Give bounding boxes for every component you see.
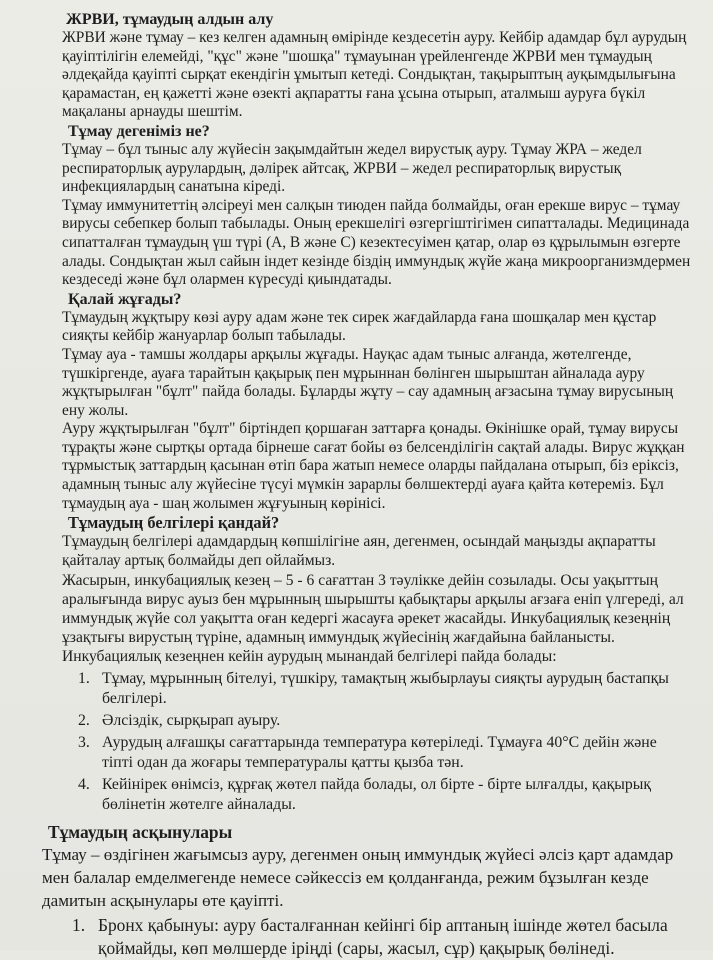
list-item	[78, 711, 691, 731]
section-heading-transmission: Қалай жұғады?	[68, 290, 182, 308]
list-number: 4.	[78, 775, 90, 793]
list-text: Бронх қабынуы: ауру басталғаннан кейінгі бір аптаның ішінде жөтел басыла қоймайды, көп мөлшерде іріңді (сары, жасыл, сұр) қақырық бөлінеді.	[98, 914, 668, 958]
list-item	[72, 914, 691, 960]
list-text: Әлсіздік, сырқырап ауыру.	[102, 711, 281, 729]
section-heading-what-is-flu: Тұмау дегеніміз не?	[68, 122, 210, 140]
paragraph: Тұмау иммунитеттің әлсіреуі мен салқын тиюден пайда болмайды, оған ерекше вирус – тұмау вирусы себепкер болып табылады. Оның ерекшелігі өзгергіштігімен сипатталады. Медицинада сипатталған тұмаудың үш түрі (А, В және С) кезектесуімен қатар, олар өз құрылымын өзгерте алады. Сондықтан жыл сайын індет кезінде біздің иммундық жүйе жаңа микроорганизмдермен кездеседі және бұл олармен күресуді қиындатады.	[62, 196, 691, 289]
list-number: 3.	[78, 733, 90, 751]
list-item	[78, 775, 691, 815]
list-text: Кейінірек өнімсіз, құрғақ жөтел пайда болады, ол бірте - бірте ылғалды, қақырық бөлінетін жөтелге айналады.	[102, 775, 652, 813]
paragraph: Тұмау ауа - тамшы жолдары арқылы жұғады. Науқас адам тыныс алғанда, жөтелгенде, түшкіргенде, ауаға тарайтын қақырық пен мұрыннан бөлінген шырыштан айналада ауру жұқтырылған "бұлт" пайда болады. Бұларды жұту – сау адамның ағзасына тұмау вирусының ену жолы.	[62, 345, 674, 419]
list-text: Аурудың алғашқы сағаттарында температура көтеріледі. Тұмауға 40°С дейін және тіпті одан да жоғары температуралы қатты қызба тән.	[102, 733, 657, 771]
paragraph: Тұмаудың жұқтыру көзі ауру адам және тек сирек жағдайларда ғана шошқалар мен құстар сияқты кейбір жануарлар болып табылады.	[62, 308, 657, 345]
list-text: Тұмау, мұрынның бітелуі, түшкіру, тамақтың жыбырлауы сияқты аурудың бастапқы белгілері.	[102, 669, 669, 707]
paragraph: Тұмаудың белгілері адамдардың көпшілігіне аян, дегенмен, осындай маңызды ақпаратты қайталау артық болмайды деп ойлаймыз.	[62, 533, 656, 570]
list-item	[78, 669, 691, 709]
paragraph: Жасырын, инкубациялық кезең – 5 - 6 сағаттан 3 тәулікке дейін созылады. Осы уақыттың аралығында вирус ауыз бен мұрынның шырышты қабықтары арқылы ағзаға еніп үлгереді, ал иммундық жүйе сол уақытта оған кедергі жасауға әрекет жасайды. Инкубациялық кезеңнің ұзақтығы вирустың түріне, адамның иммундық жүйесінің жағдайына байланысты. Инкубациялық кезеңнен кейін аурудың мынандай белгілері пайда болады:	[62, 571, 684, 666]
list-number: 2.	[78, 711, 90, 729]
list-number: 1.	[72, 914, 86, 935]
paragraph: Тұмау – бұл тыныс алу жүйесін зақымдайтын жедел вирустық ауру. Тұмау ЖРА – жедел респираторлық аурулардың, дәлірек айтсақ, ЖРВИ – жедел респираторлық вирустық инфекциялардың санатына кіреді.	[62, 140, 642, 196]
list-number: 1.	[78, 669, 90, 687]
section-heading-complications: Тұмаудың асқынулары	[48, 821, 233, 842]
intro-paragraph: ЖРВИ және тұмау – кез келген адамның өмірінде кездесетін ауру. Кейбір адамдар бұл аурудың қауіптілігін елемейді, "құс" және "шошқа" тұмауынан үрейленгенде ЖРВИ мен тұмаудың әлдеқайда қауіпті сырқат екендігін ұмытып кетеді. Сондықтан, тақырыптың ауқымдылығына қарамастан, ең қажетті және өзекті ақпаратты ғана ұсына отырып, аталмыш ауруға бүкіл мақаланы арнауды шештім.	[62, 29, 687, 121]
symptoms-list	[62, 669, 691, 815]
section-heading-symptoms: Тұмаудың белгілері қандай?	[68, 513, 280, 533]
page-title: ЖРВИ, тұмаудың алдын алу	[66, 11, 274, 28]
paragraph: Тұмау – өздігінен жағымсыз ауру, дегенмен оның иммундық жүйесі әлсіз қарт адамдар мен балалар емделмегенде немесе сәйкессіз ем қолданғанда, режим бұзылған кезде дамитын асқынулары өте қауіпті.	[42, 844, 674, 910]
complications-section	[42, 821, 691, 960]
complications-list	[42, 914, 691, 960]
list-item	[78, 733, 691, 773]
paragraph: Ауру жұқтырылған "бұлт" біртіндеп қоршаған заттарға қонады. Өкінішке орай, тұмау вирусы тұрақты және сыртқы ортада бірнеше сағат бойы өз белсенділігін сақтай алады. Вирус жұққан тұрмыстық заттардың қасынан өтіп бара жатып немесе оларды пайдалана отырып, біз еріксіз, адамның тыныс алу жүйесіне түсуі мүмкін зарарлы бөлшектерді ауаға қайта көтереміз. Бұл тұмаудың ауа - шаң жолымен жұғуының көрінісі.	[62, 420, 685, 512]
symptoms-section	[62, 513, 691, 814]
